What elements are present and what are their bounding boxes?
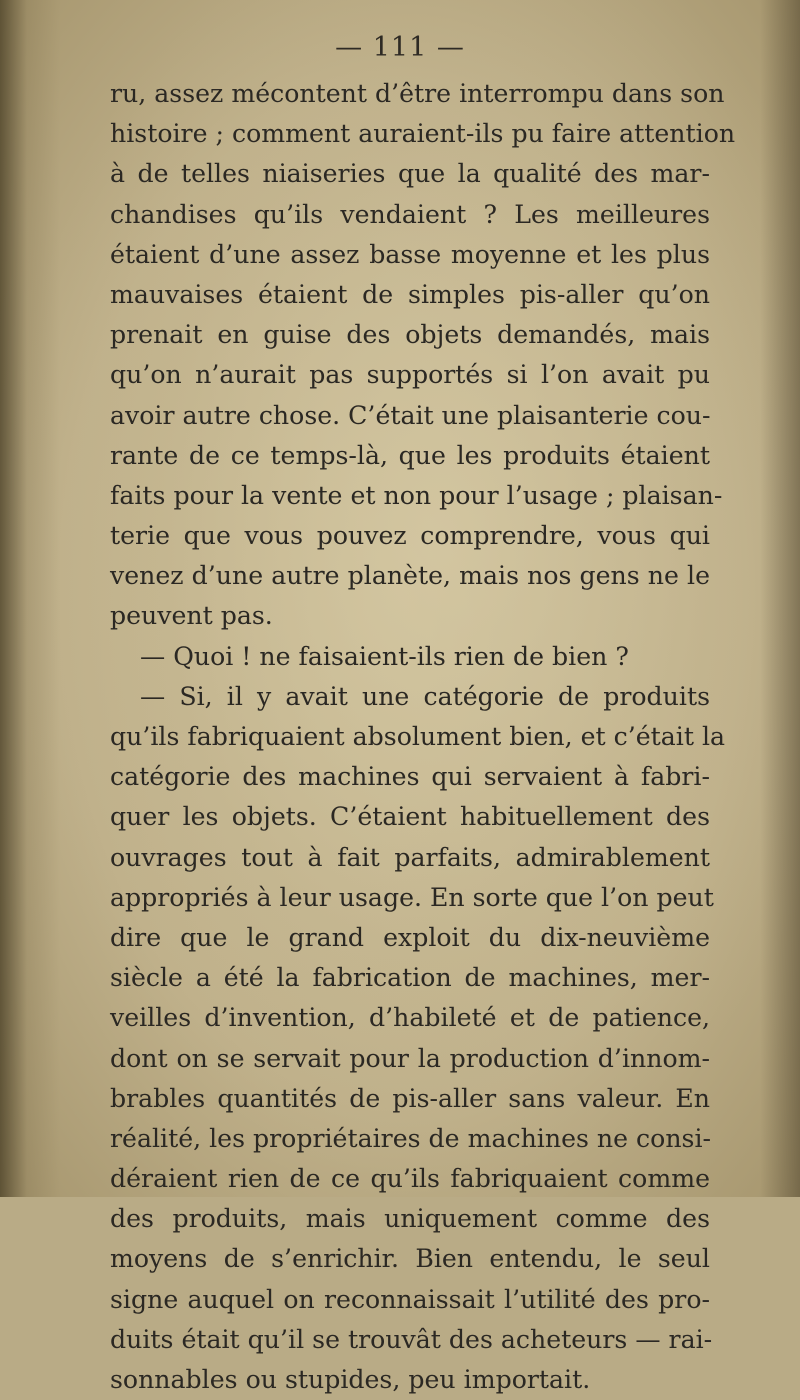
- text-line: veilles d’invention, d’habileté et de patience,: [110, 1003, 710, 1033]
- text-line: catégorie des machines qui servaient à fabri-: [110, 762, 710, 792]
- text-line: terie que vous pouvez comprendre, vous qui: [110, 521, 710, 551]
- text-line: siècle a été la fabrication de machines, mer-: [110, 963, 710, 993]
- text-line: — Quoi ! ne faisaient-ils rien de bien ?: [140, 641, 629, 671]
- text-line: prenait en guise des objets demandés, mais: [110, 320, 710, 350]
- text-line: qu’on n’aurait pas supportés si l’on avait pu: [110, 360, 710, 390]
- text-line: déraient rien de ce qu’ils fabriquaient comme: [110, 1164, 710, 1194]
- body-text: [110, 74, 736, 1400]
- text-line: qu’ils fabriquaient absolument bien, et c’était la: [110, 722, 726, 751]
- text-line: dont on se servait pour la production d’innom-: [110, 1043, 710, 1073]
- text-line: étaient d’une assez basse moyenne et les plus: [110, 239, 710, 269]
- text-line: sonnables ou stupides, peu importait.: [110, 1365, 591, 1394]
- text-line: dire que le grand exploit du dix-neuvième: [110, 922, 710, 952]
- page-number: — 111 —: [335, 32, 465, 63]
- text-line: brables quantités de pis-aller sans valeur. En: [110, 1083, 710, 1113]
- text-line: faits pour la vente et non pour l’usage ; plaisan-: [110, 480, 723, 510]
- text-line: venez d’une autre planète, mais nos gens ne le: [110, 561, 710, 591]
- text-line: réalité, les propriétaires de machines ne consi-: [110, 1123, 712, 1153]
- text-line: duits était qu’il se trouvât des acheteurs — rai-: [110, 1324, 713, 1354]
- text-line: quer les objets. C’étaient habituellement des: [110, 802, 710, 832]
- text-line: — Si, il y avait une catégorie de produits: [140, 681, 710, 711]
- text-line: avoir autre chose. C’était une plaisanterie cou-: [110, 400, 711, 430]
- text-line: chandises qu’ils vendaient ? Les meilleures: [110, 199, 710, 229]
- text-line: peuvent pas.: [110, 601, 273, 631]
- text-line: ouvrages tout à fait parfaits, admirablement: [110, 842, 710, 872]
- text-line: des produits, mais uniquement comme des: [110, 1204, 710, 1234]
- text-line: rante de ce temps-là, que les produits étaient: [110, 440, 710, 470]
- text-line: appropriés à leur usage. En sorte que l’on peut: [110, 882, 714, 912]
- text-line: signe auquel on reconnaissait l’utilité des pro-: [110, 1284, 710, 1314]
- text-line: histoire ; comment auraient-ils pu faire attention: [110, 119, 736, 149]
- text-line: moyens de s’enrichir. Bien entendu, le seul: [110, 1244, 710, 1274]
- text-line: à de telles niaiseries que la qualité des mar-: [110, 159, 710, 189]
- text-line: mauvaises étaient de simples pis-aller qu’on: [110, 279, 710, 309]
- text-line: ru, assez mécontent d’être interrompu dans son: [110, 79, 725, 108]
